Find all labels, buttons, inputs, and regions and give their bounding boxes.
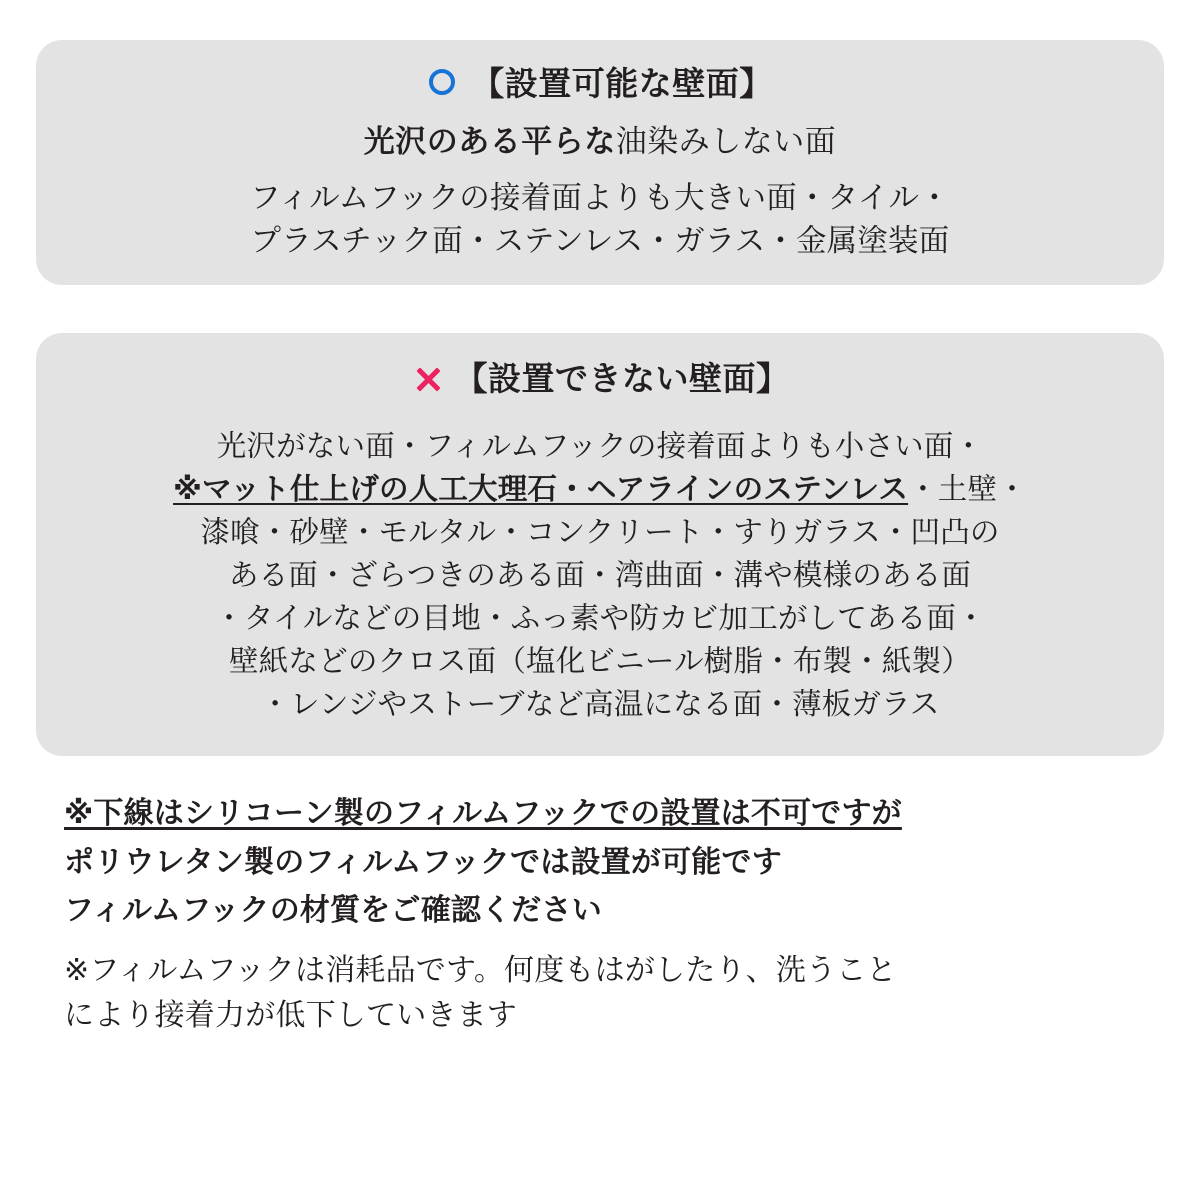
footnote-plain-line: ※フィルムフックは消耗品です。何度もはがしたり、洗うこと [64, 953, 897, 987]
non-installable-line-emphasized [62, 468, 1138, 511]
footnote-line-underlined [64, 790, 1136, 839]
non-installable-emphasis: ※マット仕上げの人工大理石・ヘアラインのステンレス [173, 472, 909, 506]
non-installable-surfaces-panel [36, 333, 1164, 756]
installable-line: フィルムフックの接着面よりも大きい面・タイル・ [250, 180, 950, 215]
non-installable-line: 漆喰・砂壁・モルタル・コンクリート・すりガラス・凹凸の [200, 515, 1000, 549]
non-installable-line: 壁紙などのクロス面（塩化ビニール樹脂・布製・紙製） [229, 645, 971, 679]
non-installable-line-tail: ・土壁・ [908, 472, 1027, 506]
non-installable-surface-list [62, 425, 1138, 726]
installable-subheading-rest: 油染みしない面 [615, 123, 837, 159]
footnote-bold-block [64, 790, 1136, 936]
footnote-plain-block [64, 948, 1136, 1038]
installable-surface-list [62, 177, 1138, 264]
non-installable-line: ・タイルなどの目地・ふっ素や防カビ加工がしてある面・ [214, 601, 986, 635]
footnote-line: ポリウレタン製のフィルムフックでは設置が可能です [64, 845, 782, 879]
installable-heading-text: 【設置可能な壁面】 [471, 65, 773, 102]
footnote-underline-text: ※下線はシリコーン製のフィルムフックでの設置は不可ですが [64, 797, 902, 831]
circle-mark-icon [427, 67, 461, 101]
installable-subheading [62, 120, 1138, 165]
installable-heading [62, 64, 1138, 104]
footnote-line: フィルムフックの材質をご確認ください [64, 894, 602, 928]
installable-surfaces-panel [36, 40, 1164, 285]
footnote-plain-line: により接着力が低下していきます [64, 998, 517, 1032]
installable-line: プラスチック面・ステンレス・ガラス・金属塗装面 [250, 223, 950, 258]
non-installable-line: 光沢がない面・フィルムフックの接着面よりも小さい面・ [216, 429, 984, 463]
installable-subheading-bold: 光沢のある平らな [363, 123, 616, 159]
non-installable-line: ある面・ざらつきのある面・湾曲面・溝や模様のある面 [228, 558, 972, 592]
non-installable-heading [62, 359, 1138, 399]
non-installable-heading-text: 【設置できない壁面】 [454, 360, 790, 398]
non-installable-line: ・レンジやストーブなど高温になる面・薄板ガラス [260, 688, 940, 722]
cross-mark-icon [411, 362, 445, 396]
footnotes [36, 790, 1164, 1038]
